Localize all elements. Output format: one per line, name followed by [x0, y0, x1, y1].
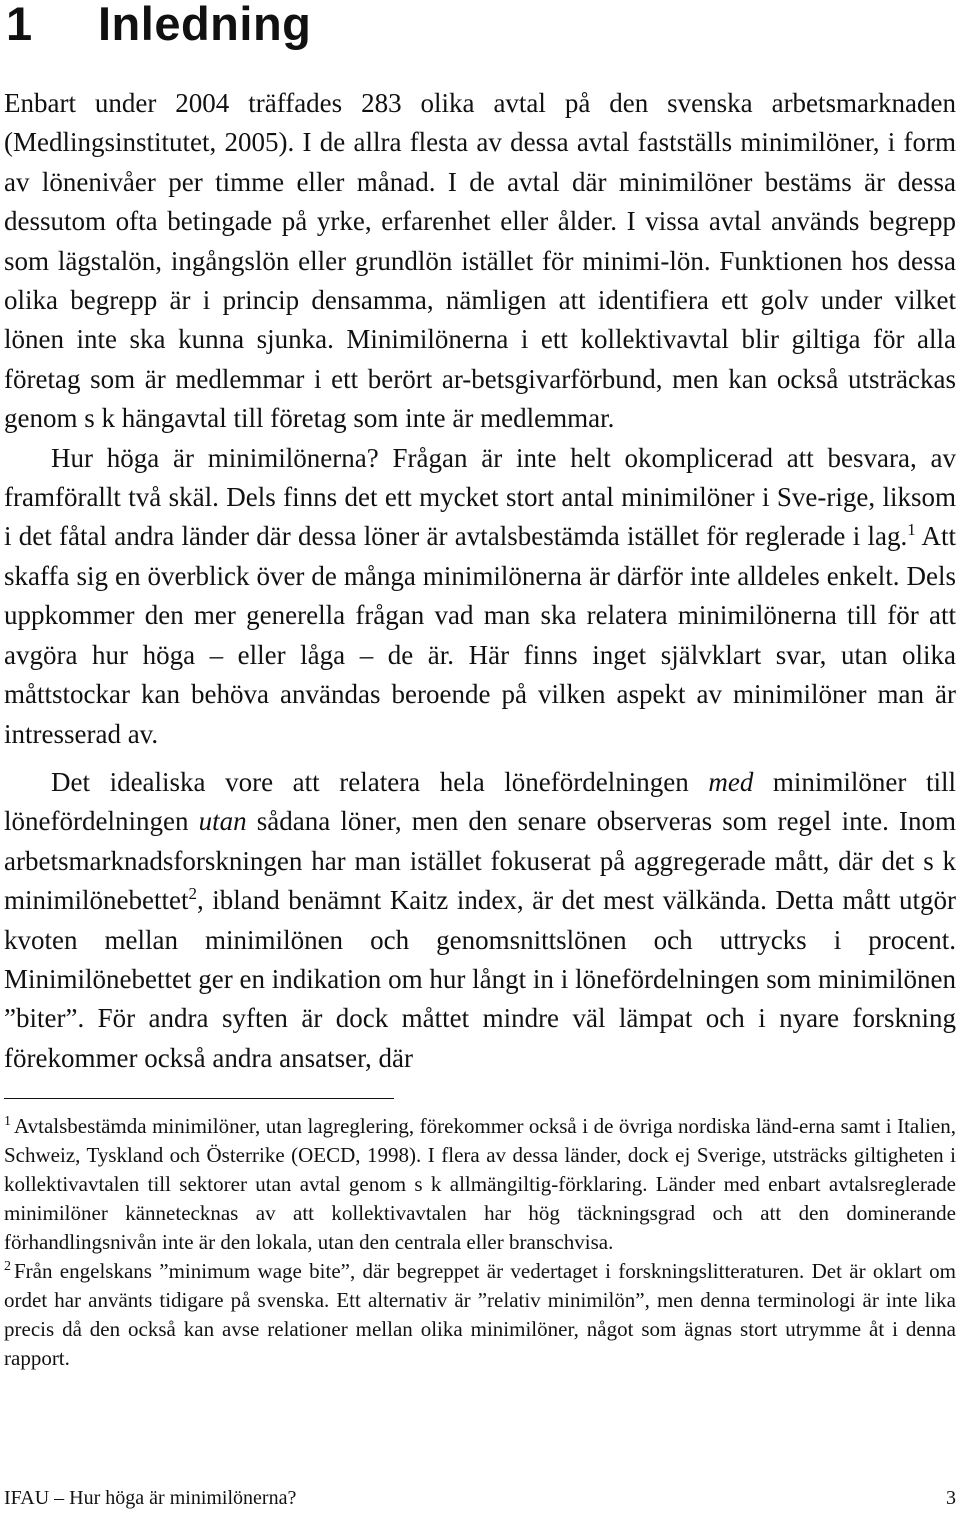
chapter-title: Inledning [98, 0, 312, 50]
footnote-2 [4, 1257, 956, 1373]
footnote-mark-1: 1 [4, 1114, 11, 1129]
chapter-number: 1 [6, 0, 33, 50]
page-footer [4, 1485, 956, 1511]
paragraph-3-text-b: minimilöner till lönefördelningen [4, 766, 956, 837]
footnote-1 [4, 1112, 956, 1257]
paragraph-2-text-a: Hur höga är minimilönerna? Frågan är inte helt okomplicerad att besvara, av framförallt två skäl. Dels finns det ett mycket stort antal minimilöner i Sve-rige, liksom i det fåtal andra länder där dessa löner är avtalsbestämda istället för reglerade i lag. [4, 442, 956, 552]
body-text [4, 84, 956, 1078]
footnote-1-text: Avtalsbestämda minimilöner, utan lagreglering, förekommer också i de övriga nordiska länd-erna samt i Italien, Schweiz, Tyskland och Österrike (OECD, 1998). I flera av dessa länder, dock ej Sverige, utsträcks giltigheten i kollektivavtalen till sektorer utan avtal genom s k allmängiltig-förklaring. Länder med enbart avtalsreglerade minimilöner kännetecknas av att kollektivavtalen har hög täckningsgrad och att den dominerande förhandlingsnivån inte är den lokala, utan den centrala eller branschvisa. [4, 1114, 956, 1254]
paragraph-2 [4, 439, 956, 754]
emphasis-med: med [708, 766, 754, 797]
footnote-mark-2: 2 [4, 1259, 11, 1274]
footnote-divider [4, 1098, 394, 1099]
paragraph-3-text-c: sådana löner, men den senare observeras som regel inte. Inom arbetsmarknadsforskningen har man istället fokuserat på aggregerade mått, där det s k minimilönebettet [4, 806, 956, 916]
page-number: 3 [946, 1487, 956, 1509]
footnotes [4, 1112, 956, 1373]
emphasis-utan: utan [198, 806, 247, 837]
paragraph-1-text: Enbart under 2004 träffades 283 olika avtal på den svenska arbetsmarknaden (Medlingsinstitutet, 2005). I de allra flesta av dessa avtal fastställs minimilöner, i form av lönenivåer per timme eller månad. I de avtal där minimilöner bestäms är dessa dessutom ofta betingade på yrke, erfarenhet eller ålder. I vissa avtal används begrepp som lägstalön, ingångslön eller grundlön istället för minimi-lön. Funktionen hos dessa olika begrepp är i princip densamma, nämligen att identifiera ett golv under vilket lönen inte ska kunna sjunka. Minimilönerna i ett kollektivavtal blir giltiga för alla företag som är medlemmar i ett berört ar-betsgivarförbund, men kan också utsträckas genom s k hängavtal till företag som inte är medlemmar. [4, 88, 956, 434]
chapter-heading [6, 0, 311, 54]
paragraph-3-text-a: Det idealiska vore att relatera hela lönefördelningen [51, 766, 709, 797]
paragraph-1 [4, 84, 956, 439]
paragraph-3-text-d: , ibland benämnt Kaitz index, är det mest välkända. Detta mått utgör kvoten mellan minimilönen och genomsnittslönen och uttrycks i procent. Minimilönebettet ger en indikation om hur långt in i lönefördelningen som minimilönen ”biter”. För andra syften är dock måttet mindre väl lämpat och i nyare forskning förekommer också andra ansatser, där [4, 885, 956, 1073]
running-footer-title: IFAU – Hur höga är minimilönerna? [4, 1487, 297, 1509]
footnote-ref-2[interactable]: 2 [188, 884, 197, 904]
paragraph-2-text-b: Att skaffa sig en överblick över de många minimilönerna är därför inte alldeles enkelt. Dels uppkommer den mer generella frågan vad man ska relatera minimilönerna till för att avgöra hur höga – eller låga – de är. Här finns inget självklart svar, utan olika måttstockar kan behöva användas beroende på vilken aspekt av minimilöner man är intresserad av. [4, 521, 956, 749]
paragraph-3 [4, 763, 956, 1078]
footnote-2-text: Från engelskans ”minimum wage bite”, där begreppet är vedertaget i forskningslitteraturen. Det är oklart om ordet har använts tidigare på svenska. Ett alternativ är ”relativ minimilön”, men denna terminologi är inte lika precis då den också kan avse relationer mellan olika minimilöner, något som ägnas stort utrymme åt i denna rapport. [4, 1259, 956, 1370]
footnote-ref-1[interactable]: 1 [907, 520, 916, 540]
